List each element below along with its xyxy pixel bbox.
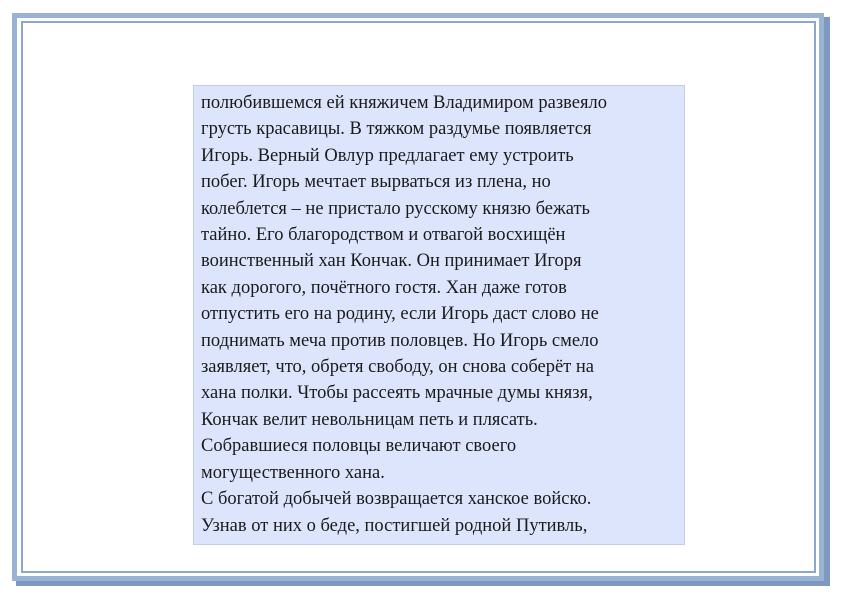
text-line: грусть красавицы. В тяжком раздумье появляется: [201, 119, 592, 140]
text-line: тайно. Его благородством и отвагой восхищён: [201, 225, 566, 246]
text-line: колеблется – не пристало русскому князю бежать: [201, 198, 590, 219]
frame-shadow-right: [824, 17, 830, 583]
text-line: отпустить его на родину, если Игорь даст слово не: [201, 304, 599, 325]
text-line: С богатой добычей возвращается ханское войско.: [201, 489, 592, 510]
text-line: как дорогого, почётного гостя. Хан даже готов: [201, 277, 567, 298]
text-line: Собравшиеся половцы величают своего: [201, 436, 517, 457]
text-line: Кончак велит невольницам петь и плясать.: [201, 409, 538, 430]
text-line: заявляет, что, обретя свободу, он снова соберёт на: [201, 357, 595, 378]
text-line: поднимать меча против половцев. Но Игорь смело: [201, 330, 599, 351]
frame-shadow-bottom: [16, 581, 830, 586]
text-line: Узнав от них о беде, постигшей родной Путивль,: [201, 515, 588, 536]
text-line: полюбившемся ей княжичем Владимиром развеяло: [201, 93, 607, 113]
text-line: хана полки. Чтобы рассеять мрачные думы князя,: [201, 383, 593, 404]
text-line: воинственный хан Кончак. Он принимает Игоря: [201, 251, 582, 272]
text-line: побег. Игорь мечтает вырваться из плена, но: [201, 172, 551, 193]
text-line: могущественного хана.: [201, 462, 385, 483]
text-box: [193, 85, 685, 545]
text-line: Игорь. Верный Овлур предлагает ему устроить: [201, 145, 574, 166]
